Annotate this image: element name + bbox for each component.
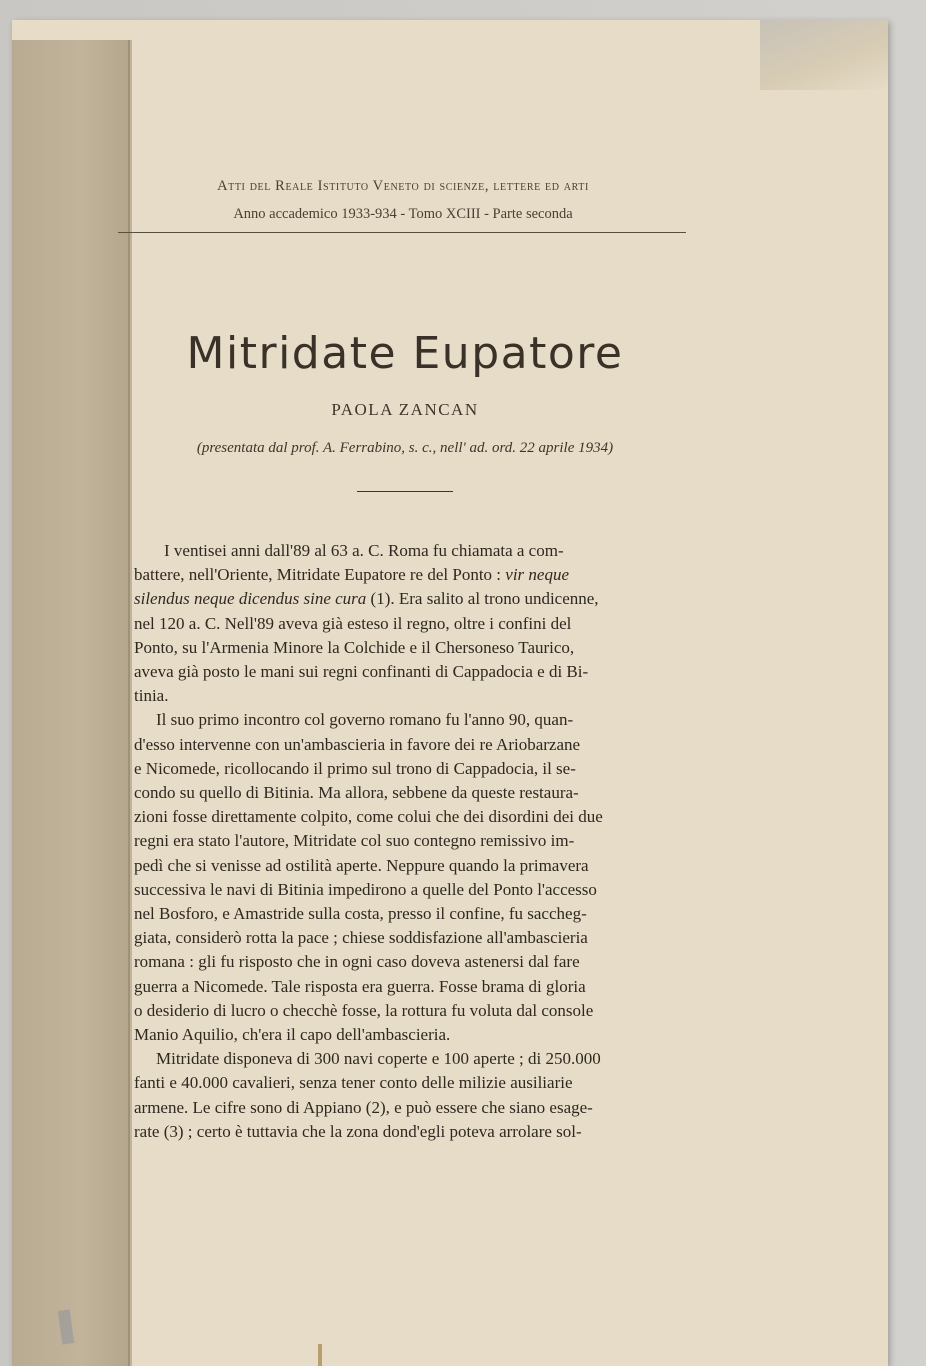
body-line [134, 587, 690, 611]
latin-quote: silendus neque dicendus sine cura [134, 589, 367, 609]
torn-corner [760, 20, 888, 90]
body-line: successiva le navi di Bitinia impedirono a quelle del Ponto l'accesso [134, 879, 597, 899]
body-line: guerra a Nicomede. Tale risposta era guerra. Fosse brama di gloria [134, 976, 586, 996]
body-line: Ponto, su l'Armenia Minore la Colchide e il Chersoneso Taurico, [134, 637, 575, 657]
body-line: tinia. [134, 686, 169, 706]
body-line: armene. Le cifre sono di Appiano (2), e può essere che siano esage- [134, 1097, 593, 1117]
article-author: PAOLA ZANCAN [331, 400, 479, 419]
body-line: I ventisei anni dall'89 al 63 a. C. Roma fu chiamata a com- [164, 541, 564, 560]
body-line: rate (3) ; certo è tuttavia che la zona dond'egli poteva arrolare sol- [134, 1121, 582, 1141]
body-line: nel 120 a. C. Nell'89 aveva già esteso il regno, oltre i confini del [134, 613, 572, 633]
body-line: Mitridate disponeva di 300 navi coperte e 100 aperte ; di 250.000 [156, 1049, 601, 1069]
body-line: giata, considerò rotta la pace ; chiese soddisfazione all'ambascieria [134, 928, 588, 948]
article-title: Mitridate Eupatore [186, 328, 624, 379]
thread-tag [318, 1344, 322, 1366]
body-line: d'esso intervenne con un'ambascieria in favore dei re Ariobarzane [134, 734, 581, 754]
body-line: regni era stato l'autore, Mitridate col suo contegno remissivo im- [134, 831, 575, 851]
body-line: Il suo primo incontro col governo romano fu l'anno 90, quan- [156, 710, 574, 730]
article-body [134, 539, 690, 1144]
latin-quote: vir neque [505, 565, 570, 585]
body-line: o desiderio di lucro o checchè fosse, la rottura fu voluta dal console [134, 1000, 594, 1020]
spine-edge [128, 40, 132, 1366]
body-line: e Nicomede, ricollocando il primo sul trono di Cappadocia, il se- [134, 758, 576, 778]
binding-spine [12, 40, 130, 1366]
body-line-part: (1). Era salito al trono undicenne, [366, 589, 599, 609]
body-line: zioni fosse direttamente colpito, come colui che dei disordini dei due [134, 807, 603, 827]
journal-header: Atti del Reale Istituto Veneto di scienze, lettere ed arti [217, 178, 589, 194]
body-line: nel Bosforo, e Amastride sulla costa, presso il confine, fu saccheg- [134, 904, 587, 924]
body-line: condo su quello di Bitinia. Ma allora, sebbene da queste restaura- [134, 783, 579, 803]
title-divider [357, 491, 453, 492]
body-line [134, 563, 690, 587]
presentation-note: (presentata dal prof. A. Ferrabino, s. c., nell' ad. ord. 22 aprile 1934) [196, 440, 614, 456]
body-line: Manio Aquilio, ch'era il capo dell'ambascieria. [134, 1025, 451, 1045]
journal-issue: Anno accademico 1933-934 - Tomo XCIII - Parte seconda [233, 206, 573, 222]
body-line: fanti e 40.000 cavalieri, senza tener conto delle milizie ausiliarie [134, 1073, 573, 1093]
body-line: aveva già posto le mani sui regni confinanti di Cappadocia e di Bi- [134, 662, 589, 682]
body-line: pedì che si venisse ad ostilità aperte. Neppure quando la primavera [134, 855, 589, 875]
header-rule [118, 232, 686, 233]
body-line: romana : gli fu risposto che in ogni caso doveva astenersi dal fare [134, 952, 580, 972]
body-line-part: battere, nell'Oriente, Mitridate Eupatore re del Ponto : [134, 565, 506, 585]
